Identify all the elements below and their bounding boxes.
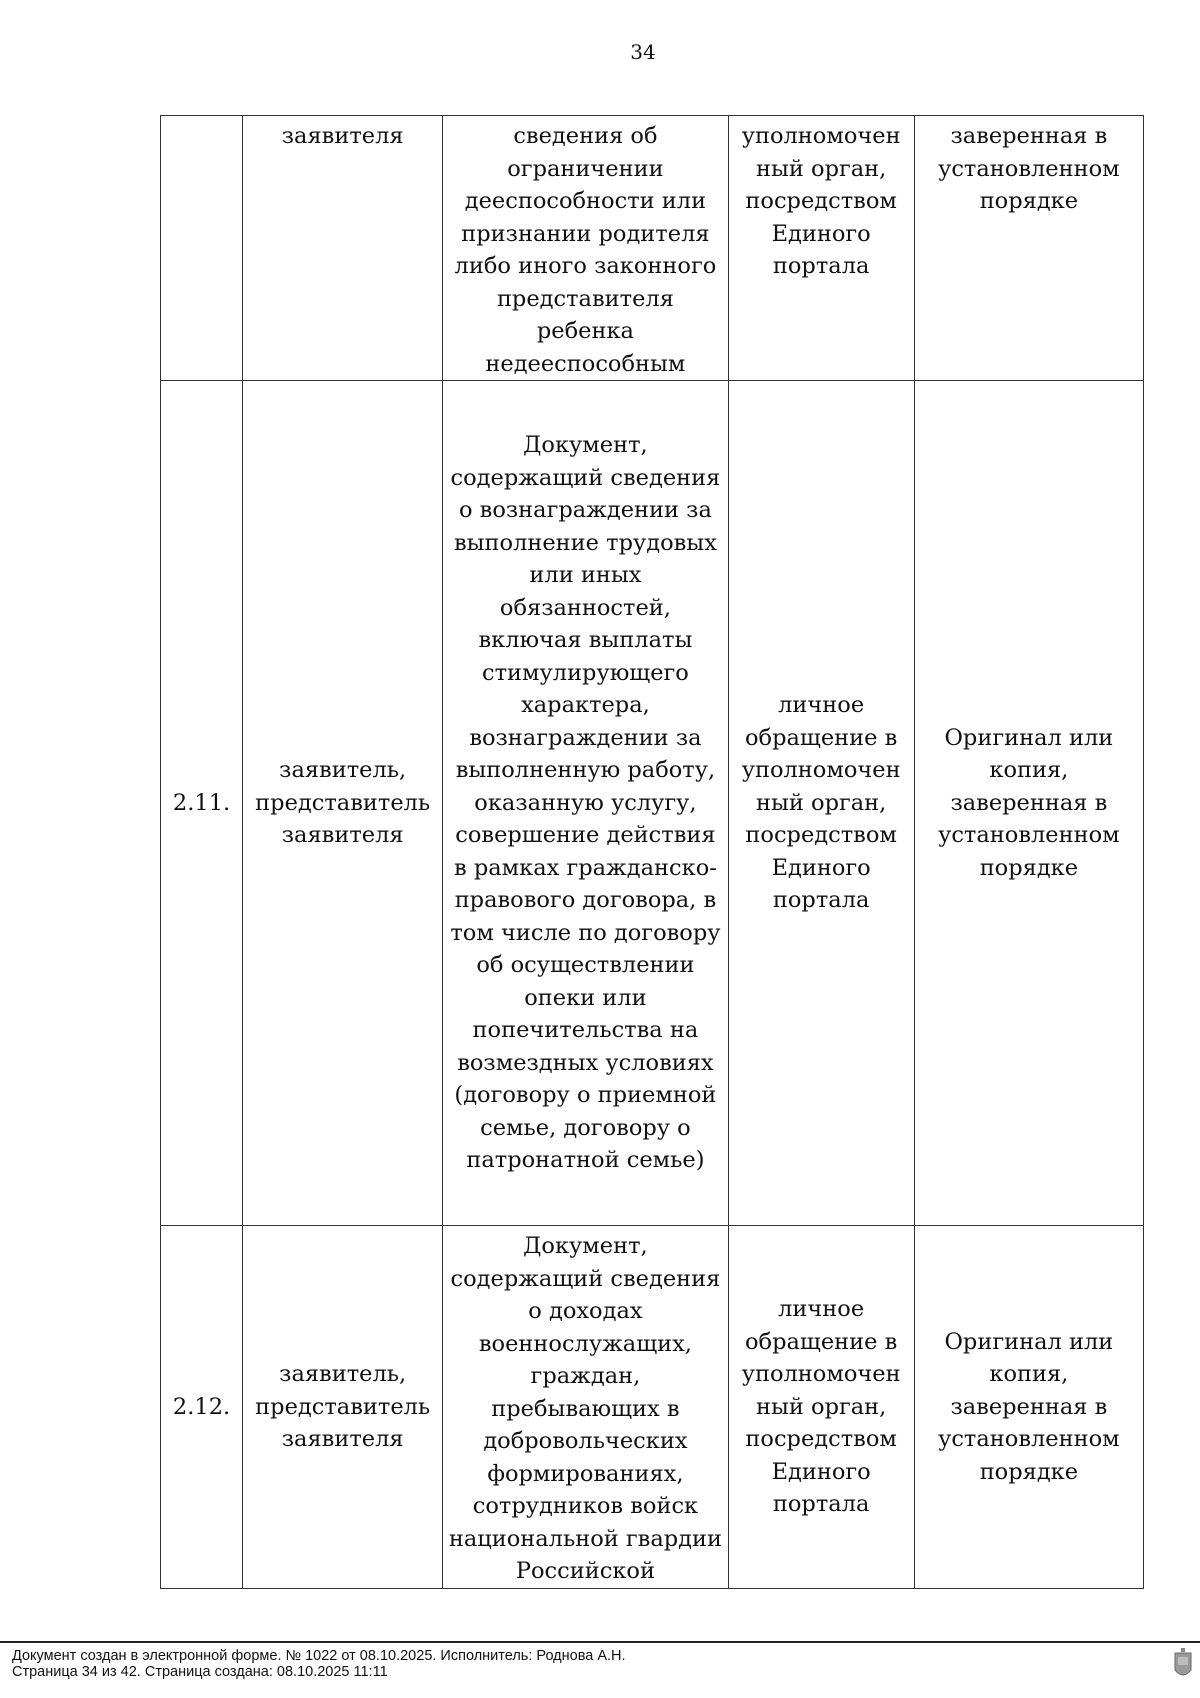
cell-number: 2.12. xyxy=(161,1226,243,1589)
cell-applicant: заявителя xyxy=(243,116,443,381)
cell-document: сведения об ограничении дееспособности или признании родителя либо иного законного представителя ребенка недееспособным xyxy=(443,116,728,381)
footer xyxy=(12,1648,626,1680)
document-table xyxy=(160,115,1144,1589)
footer-line-1: Документ создан в электронной форме. № 1022 от 08.10.2025. Исполнитель: Роднова А.Н. xyxy=(12,1648,626,1664)
cell-submission-method: личное обращение в уполномочен ный орган, посредством Единого портала xyxy=(728,381,914,1226)
cell-document-form: заверенная в установленном порядке xyxy=(914,116,1143,381)
cell-document-form: Оригинал или копия, заверенная в установленном порядке xyxy=(914,381,1143,1226)
table-row xyxy=(161,381,1144,1226)
cell-submission-method: уполномочен ный орган, посредством Единого портала xyxy=(728,116,914,381)
cell-number: 2.11. xyxy=(161,381,243,1226)
cell-document: Документ, содержащий сведения о доходах военнослужащих, граждан, пребывающих в добровольческих формированиях, сотрудников войск национальной гвардии Российской xyxy=(443,1226,728,1589)
table-row xyxy=(161,116,1144,381)
cell-number xyxy=(161,116,243,381)
coat-of-arms-icon xyxy=(1172,1648,1194,1682)
cell-document-form: Оригинал или копия, заверенная в установленном порядке xyxy=(914,1226,1143,1589)
cell-document: Документ, содержащий сведения о вознаграждении за выполнение трудовых или иных обязанностей, включая выплаты стимулирующего характера, вознаграждении за выполненную работу, оказанную услугу, совершение действия в рамках гражданско-правового договора, в том числе по договору об осуществлении опеки или попечительства на возмездных условиях (договору о приемной семье, договору о патронатной семье) xyxy=(443,381,728,1226)
cell-applicant: заявитель, представитель заявителя xyxy=(243,1226,443,1589)
cell-applicant: заявитель, представитель заявителя xyxy=(243,381,443,1226)
table-row xyxy=(161,1226,1144,1589)
cell-submission-method: личное обращение в уполномочен ный орган, посредством Единого портала xyxy=(728,1226,914,1589)
footer-divider xyxy=(0,1641,1200,1643)
page-number: 34 xyxy=(630,40,656,64)
footer-line-2: Страница 34 из 42. Страница создана: 08.10.2025 11:11 xyxy=(12,1664,388,1680)
